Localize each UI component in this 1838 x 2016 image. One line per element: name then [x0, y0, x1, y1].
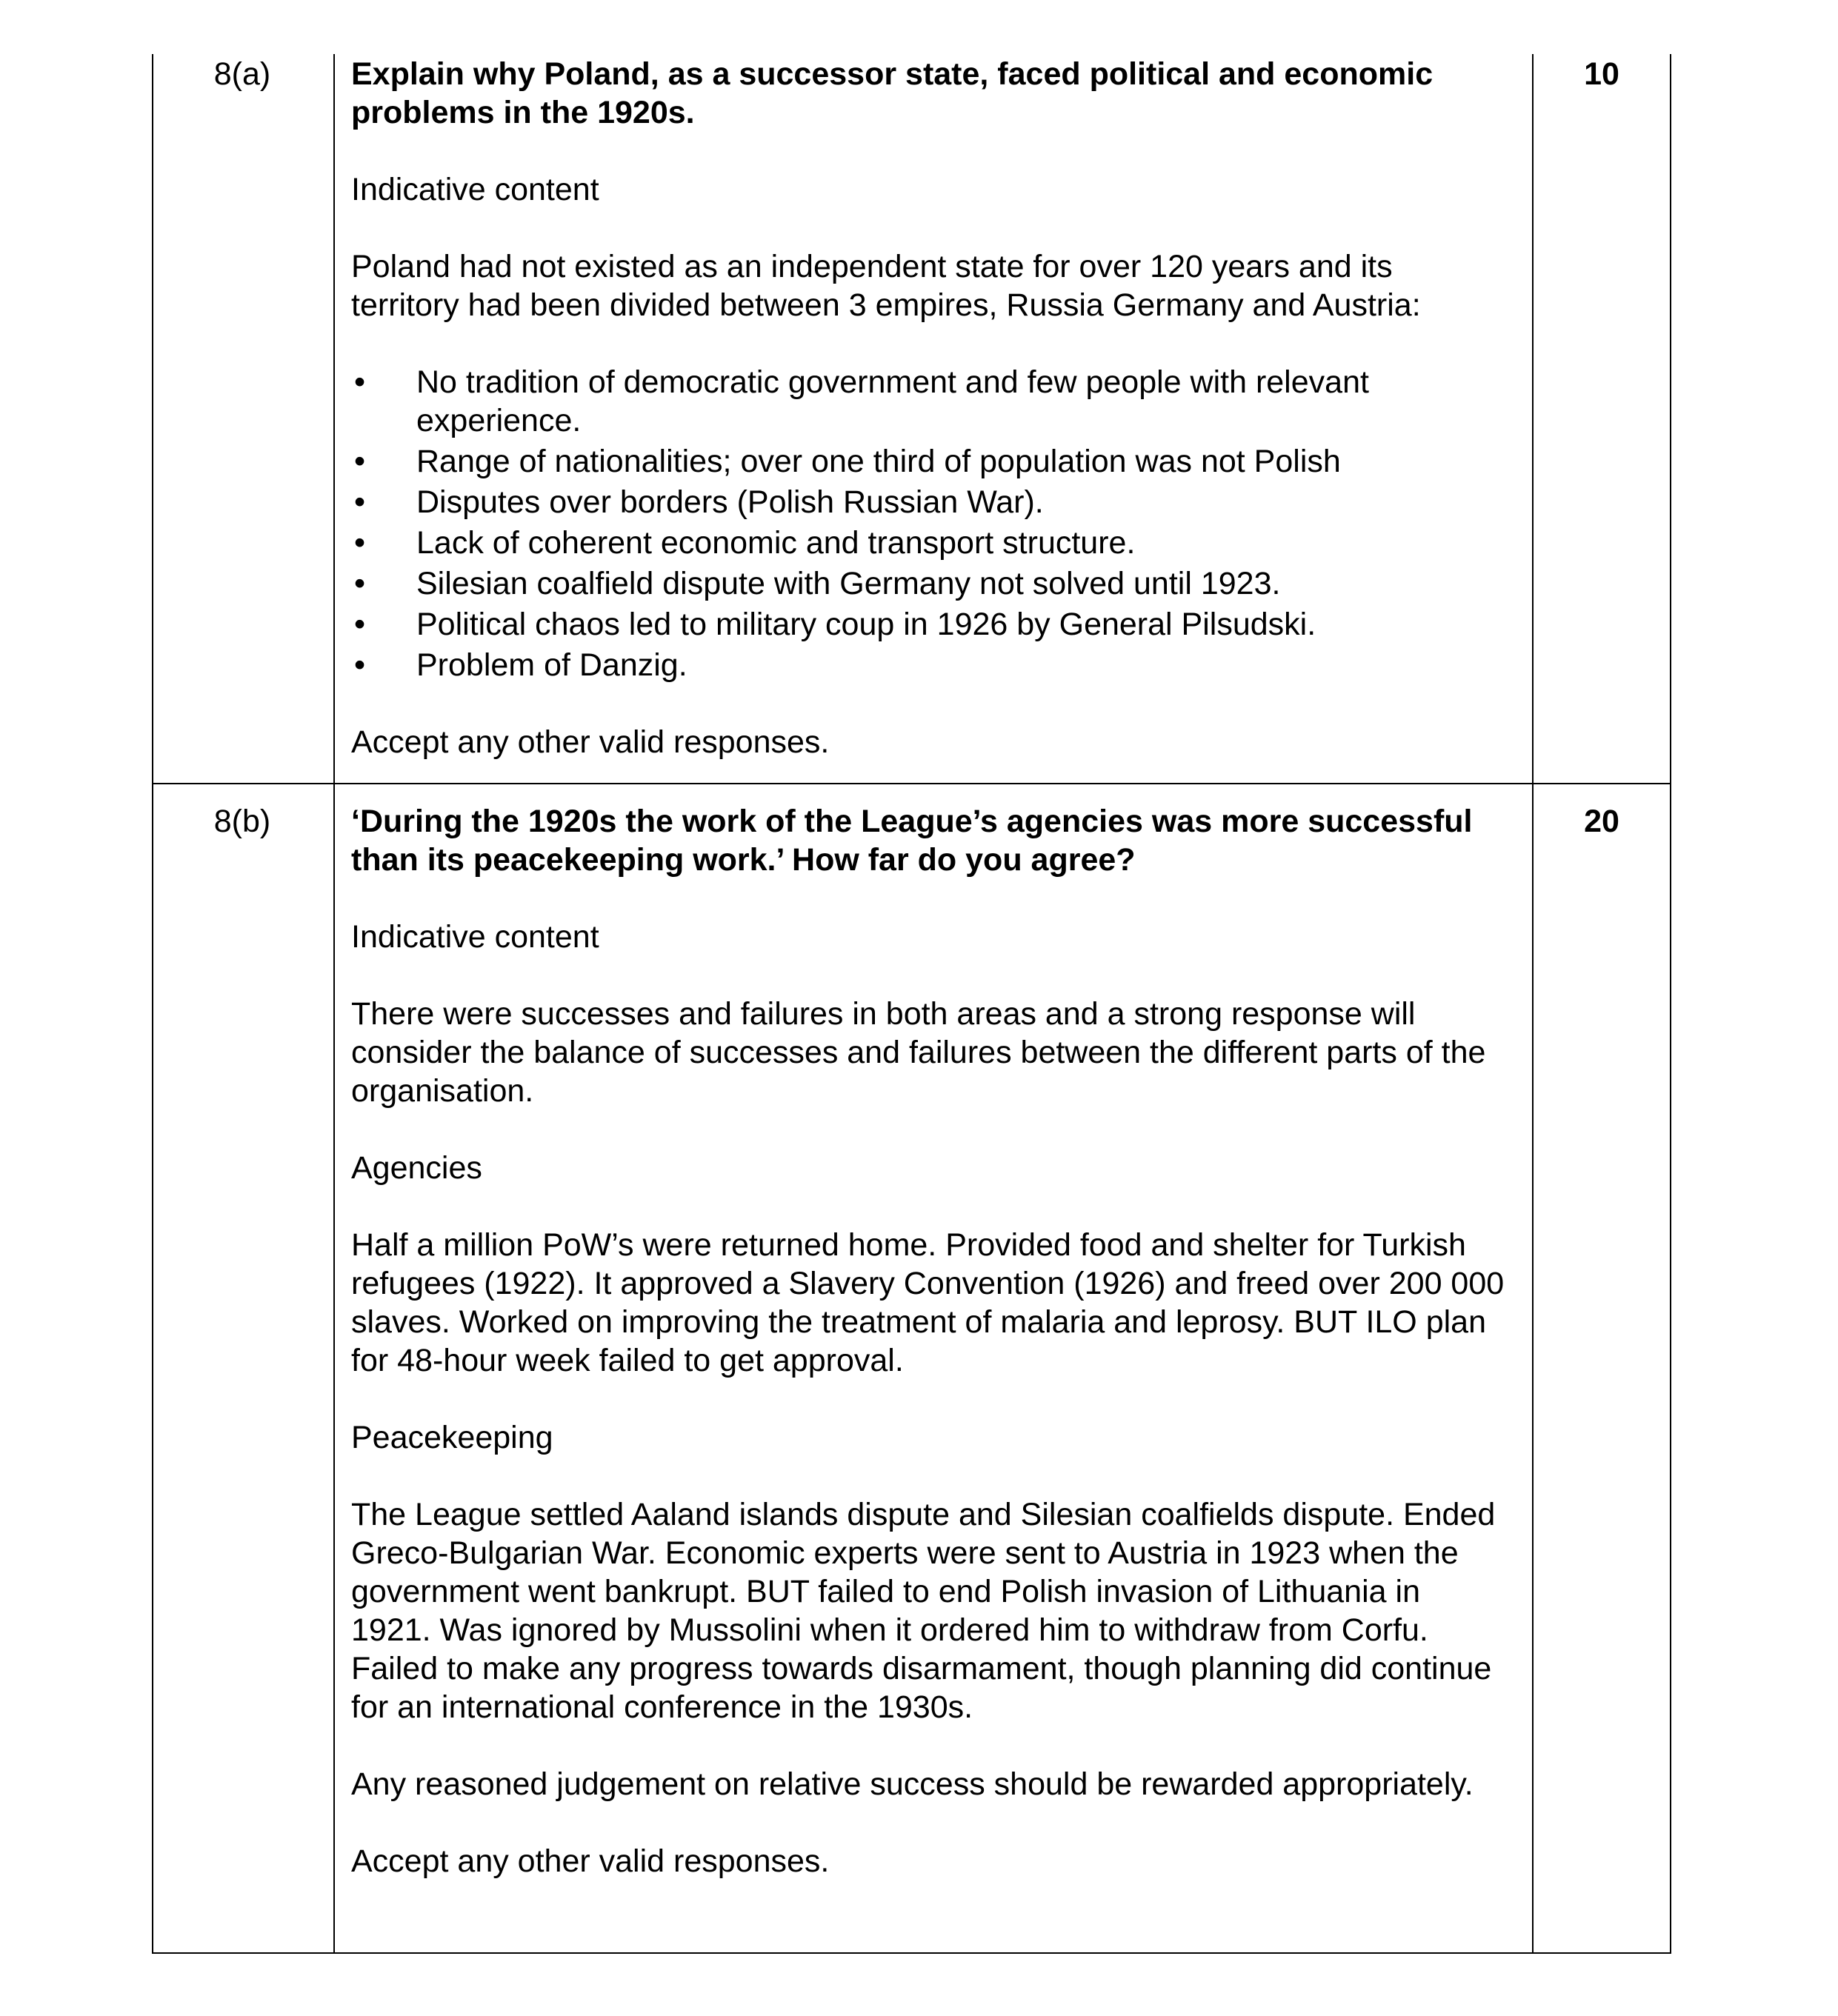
bullet-icon: • [354, 484, 366, 520]
question-text-8b: ‘During the 1920s the work of the League’s agencies was more successful than its peacekeeping work.’ How far do you agree? [351, 804, 1473, 878]
list-item: • Disputes over borders (Polish Russian War). [354, 484, 1044, 520]
table-left-border [152, 54, 153, 1954]
intro-text-8b: There were successes and failures in both areas and a strong response will consider the balance of successes and failures between the different parts of the organisation. [351, 996, 1486, 1109]
table-row-divider [152, 783, 1671, 784]
list-item: • Range of nationalities; over one third of population was not Polish [354, 444, 1341, 479]
judgement-text: Any reasoned judgement on relative success should be rewarded appropriately. [351, 1766, 1474, 1802]
question-text-8a: Explain why Poland, as a successor state, faced political and economic problems in the 1920s. [351, 56, 1434, 130]
table-column-divider-1 [333, 54, 335, 1954]
table-right-border [1670, 54, 1671, 1954]
bullet-icon: • [354, 444, 366, 479]
list-item: • No tradition of democratic government and few people with relevant experience. [354, 364, 1369, 438]
question-content-8a [351, 55, 1507, 761]
table-bottom-border [152, 1952, 1671, 1954]
bullet-icon: • [354, 647, 366, 683]
list-item: • Problem of Danzig. [354, 647, 687, 683]
agencies-text: Half a million PoW’s were returned home. Provided food and shelter for Turkish refugees (1922). It approved a Slavery Convention (1926) and freed over 200 000 slaves. Worked on improving the treatment of malaria and leprosy. BUT ILO plan for 48-hour week failed to get approval. [351, 1227, 1505, 1378]
bullet-list-8a [351, 363, 1507, 684]
marks-8b: 20 [1584, 804, 1619, 839]
peacekeeping-text: The League settled Aaland islands dispute and Silesian coalfields dispute. Ended Greco-Bulgarian War. Economic experts were sent to Austria in 1923 when the government went bankrupt. BUT failed to end Polish invasion of Lithuania in 1921. Was ignored by Mussolini when it ordered him to withdraw from Corfu. Failed to make any progress towards disarmament, though planning did continue for an international conference in the 1930s. [351, 1497, 1496, 1725]
closing-text-8b: Accept any other valid responses. [351, 1843, 830, 1879]
list-item: • Lack of coherent economic and transport structure. [354, 525, 1136, 561]
intro-text-8a: Poland had not existed as an independent state for over 120 years and its territory had been divided between 3 empires, Russia Germany and Austria: [351, 249, 1421, 323]
agencies-heading: Agencies [351, 1150, 482, 1186]
bullet-icon: • [354, 607, 366, 642]
indicative-content-heading-8a: Indicative content [351, 172, 599, 207]
question-content-8b [351, 802, 1507, 1880]
marks-8a: 10 [1584, 56, 1619, 92]
table-column-divider-2 [1532, 54, 1534, 1954]
list-item: • Political chaos led to military coup in 1926 by General Pilsudski. [354, 607, 1316, 642]
question-number-8a: 8(a) [213, 56, 271, 92]
list-item: • Silesian coalfield dispute with Germany not solved until 1923. [354, 566, 1281, 601]
bullet-icon: • [354, 364, 366, 400]
bullet-icon: • [354, 525, 366, 561]
bullet-icon: • [354, 566, 366, 601]
question-number-8b: 8(b) [213, 804, 271, 839]
indicative-content-heading-8b: Indicative content [351, 919, 599, 955]
peacekeeping-heading: Peacekeeping [351, 1420, 553, 1455]
closing-text-8a: Accept any other valid responses. [351, 724, 830, 760]
